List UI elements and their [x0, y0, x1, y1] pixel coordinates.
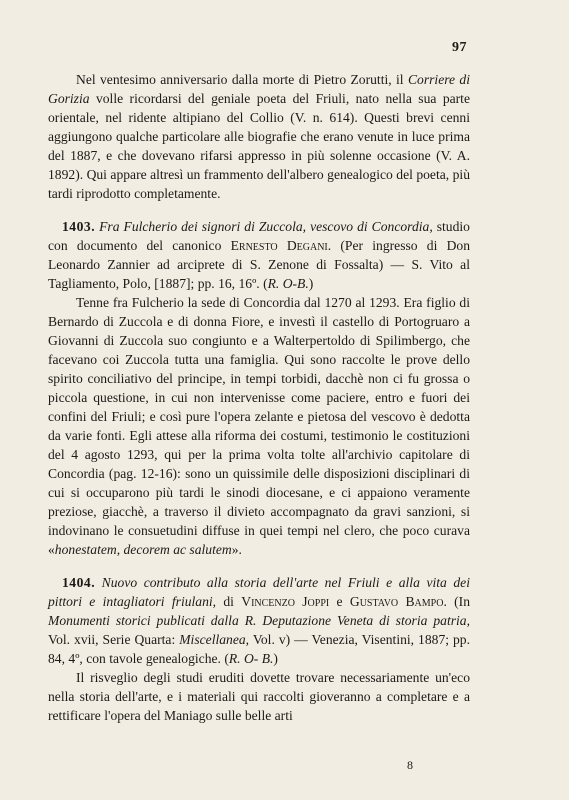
entry-number: 1404. [62, 575, 96, 590]
entry-number: 1403. [62, 219, 96, 234]
entry-author: Ernesto Degani [230, 238, 328, 253]
page-body [48, 70, 470, 725]
miscellanea-title: Miscellanea, [179, 632, 250, 647]
entry-1403 [48, 217, 470, 559]
entry-title: Nuovo contributo alla storia dell'arte nel Friuli e alla vita dei pittori e intagliatori friulani, [48, 575, 470, 609]
newspaper-title: Corriere di Gorizia [48, 72, 470, 106]
entry-1404 [48, 573, 470, 725]
entry-title: Fra Fulcherio dei signori di Zuccola, vescovo di Concordia, [99, 219, 433, 234]
entry-author: Vincenzo Joppi [241, 594, 330, 609]
series-title: Monumenti storici publicati dalla R. Deputazione Veneta di storia patria, [48, 613, 470, 628]
entry-code: R. O-B. [267, 276, 309, 291]
entry-code: R. O- B. [228, 651, 274, 666]
entry-text: di [216, 594, 242, 609]
entry-text: e [329, 594, 350, 609]
entry-1404-heading [48, 573, 470, 668]
entry-text: Vol. xvii, Serie Quarta: [48, 632, 180, 647]
entry-text: ) [273, 651, 278, 666]
intro-text-cont: volle ricordarsi del geniale poeta del Friuli, nato nella sua parte orientale, nel ridente altipiano del Collio (V. n. 614). Questi brevi cenni aggiungono qualche particolare alle biografie che erano venute in luce prima del 1887, e che dovevano rifarsi appresso in più solenne occasione (V. A. 1892). Qui appare altresì un frammento dell'albero genealogico del poeta, più tardi riprodotto completamente. [48, 91, 470, 201]
entry-text: studio con documento del canonico [48, 219, 470, 253]
entry-author: Gustavo Bampo [349, 594, 444, 609]
entry-1403-body [48, 293, 470, 559]
entry-text: Vol. v) — Venezia, Visentini, 1887; pp. 84, 4º, con tavole genealogiche. ( [48, 632, 470, 666]
entry-1403-heading [48, 217, 470, 293]
intro-text: Nel ventesimo anniversario dalla morte di Pietro Zorutti, il [76, 72, 408, 87]
entry-1404-body: Il risveglio degli studi eruditi dovette trovare necessariamente un'eco nella storia dell'arte, e i materiali qui raccolti gioveranno a completare e a rettificare l'opera del Maniago sulle belle arti [48, 670, 470, 723]
intro-paragraph [48, 70, 470, 203]
entry-text: . (In [443, 594, 470, 609]
entry-body-text: Tenne fra Fulcherio la sede di Concordia dal 1270 al 1293. Era figlio di Bernardo di Zuccola e di donna Fiore, e investì il castello di Portogruaro a Giovanni di Zuccola suo congiunto e a Walterpertoldo di Spilimbergo, che facevano coi Zuccola tutta una famiglia. Qui sono raccolte le prove dello spirito conciliativo del principe, in tempi torbidi, dacchè non ci fu grossa o piccola questione, in cui non intervenisse come paciere, entro e fuori dei confini del Friuli; e così pure l'opera zelante e pietosa del vescovo è dedotta da varie fonti. Egli attese alla riforma dei costumi, testimonio le costituzioni del 4 agosto 1293, qui per la prima volta tolte all'archivio capitolare di Concordia (pag. 12-16): sono un quissimile delle disposizioni disciplinari di cui si occuparono più tardi le sinodi diocesane, e ci appaiono veramente preziose, giacchè, a traverso il divieto accompagnato da gravi sanzioni, si indovinano le consuetudini diffuse in quei tempi nel clero, che poco curava « [48, 295, 470, 557]
signature-mark: 8 [407, 758, 413, 772]
page-number: 97 [452, 40, 467, 55]
latin-quote: honestatem, decorem ac salutem [54, 542, 232, 557]
entry-body-text: ». [231, 542, 242, 557]
entry-text: ) [308, 276, 314, 291]
entry-text: . (Per ingresso di Don Leonardo Zannier ad arciprete di S. Zenone di Fossalta) — S. Vito al Tagliamento, Polo, [1887]; pp. 16, 16º. ( [48, 238, 470, 291]
